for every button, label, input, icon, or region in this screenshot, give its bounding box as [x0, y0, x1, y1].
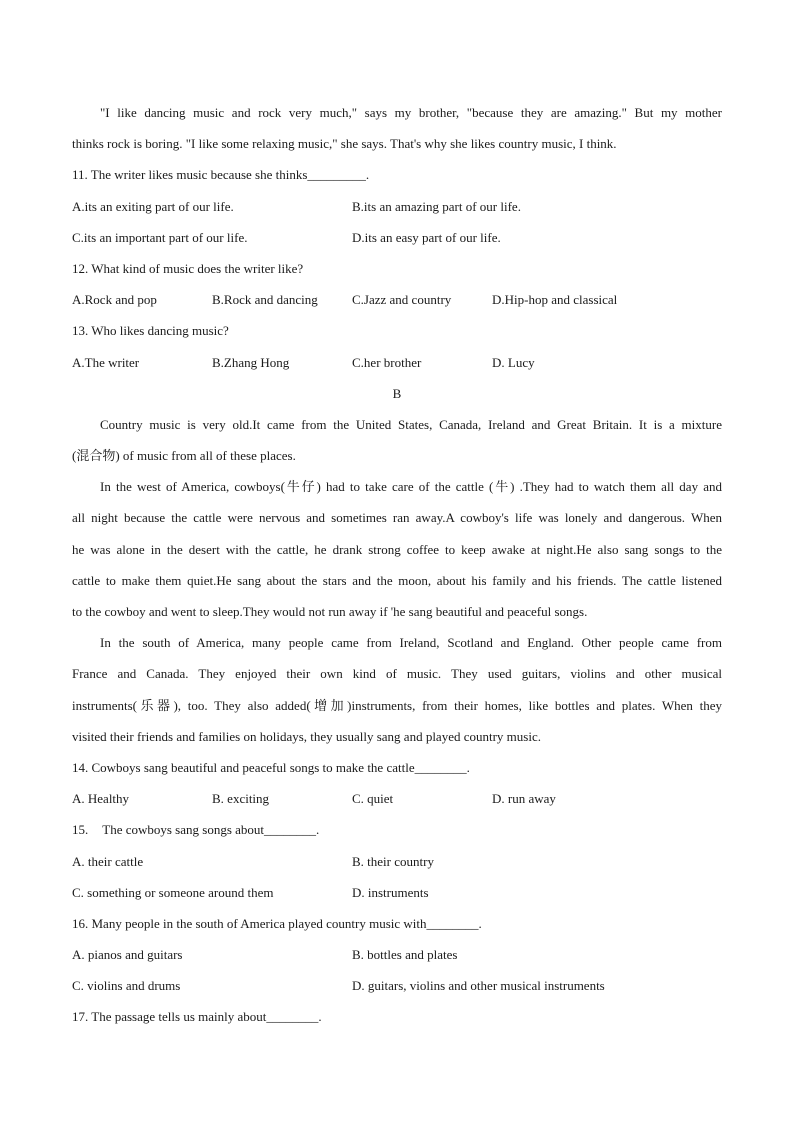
question-16-option-d[interactable]: D. guitars, violins and other musical instruments [352, 978, 605, 994]
question-16-option-b[interactable]: B. bottles and plates [352, 947, 458, 963]
question-14-option-b[interactable]: B. exciting [212, 791, 270, 807]
passage-b-p3-line-1: In the south of America, many people came from Ireland, Scotland and England. Other people came from [100, 635, 722, 651]
question-13-option-b[interactable]: B.Zhang Hong [212, 354, 290, 370]
question-13-option-d[interactable]: D. Lucy [492, 354, 535, 370]
question-15-number: 15. [72, 822, 89, 838]
question-12-stem: 12. What kind of music does the writer like? [72, 260, 304, 276]
passage-b-p2-line-5: to the cowboy and went to sleep.They would not run away if 'he sang beautiful and peaceful songs. [72, 604, 588, 619]
question-12-options [72, 284, 722, 315]
passage-b-p3-line-4: visited their friends and families on holidays, they usually sang and played country music. [72, 728, 541, 744]
question-13-options [72, 347, 722, 378]
question-16-options-row-1 [72, 939, 722, 970]
passage-b-p2-line-2: all night because the cattle were nervous and sometimes ran away.A cowboy's life was lonely and dangerous. When [72, 510, 722, 526]
question-15-text: The cowboys sang songs about________. [102, 822, 320, 838]
question-11-options-row-1 [72, 191, 722, 222]
passage-b-p2-line-3: he was alone in the desert with the cattle, he drank strong coffee to keep awake at night.He also sang songs to the [72, 541, 722, 557]
question-13-option-a[interactable]: A.The writer [72, 354, 140, 370]
passage-b-p3-line-2: France and Canada. They enjoyed their own kind of music. They used guitars, violins and other musical [72, 666, 722, 682]
question-15-option-c[interactable]: C. something or someone around them [72, 884, 274, 900]
question-14-option-d[interactable]: D. run away [492, 791, 556, 807]
question-17-stem: 17. The passage tells us mainly about________. [72, 1009, 322, 1025]
question-11-option-b[interactable]: B.its an amazing part of our life. [352, 198, 521, 214]
passage-b-p3-line-3: instruments(乐器), too. They also added(增加)instruments, from their homes, like bottles and plates. When they [72, 697, 722, 713]
question-11-stem: 11. The writer likes music because she thinks_________. [72, 167, 370, 183]
question-16-options-row-2 [72, 970, 722, 1001]
question-14-options [72, 783, 722, 814]
question-13-stem: 13. Who likes dancing music? [72, 323, 229, 339]
question-13-option-c[interactable]: C.her brother [352, 354, 422, 370]
passage-b-p1-line-2: (混合物) of music from all of these places. [72, 448, 296, 464]
question-15-options-row-1 [72, 846, 722, 877]
question-16-option-c[interactable]: C. violins and drums [72, 978, 181, 994]
question-12-option-a[interactable]: A.Rock and pop [72, 292, 157, 308]
passage-b-p2-line-1: In the west of America, cowboys(牛仔) had to take care of the cattle (牛) .They had to watch them all day and [100, 479, 722, 495]
passage-a-line-1: "I like dancing music and rock very much," says my brother, "because they are amazing." But my mother [100, 105, 722, 120]
question-15-options-row-2 [72, 877, 722, 908]
question-11-options-row-2 [72, 222, 722, 253]
question-15-option-b[interactable]: B. their country [352, 853, 434, 869]
question-15-option-d[interactable]: D. instruments [352, 884, 429, 900]
question-16-stem: 16. Many people in the south of America played country music with________. [72, 915, 482, 931]
question-14-stem: 14. Cowboys sang beautiful and peaceful songs to make the cattle________. [72, 759, 470, 775]
section-b-heading: B [392, 385, 402, 401]
passage-a-line-2: thinks rock is boring. "I like some relaxing music," she says. That's why she likes country music, I think. [72, 136, 617, 152]
question-12-option-c[interactable]: C.Jazz and country [352, 292, 452, 308]
question-14-option-a[interactable]: A. Healthy [72, 791, 130, 807]
question-15-option-a[interactable]: A. their cattle [72, 853, 144, 869]
question-15-stem [72, 814, 722, 845]
question-11-option-c[interactable]: C.its an important part of our life. [72, 229, 248, 245]
passage-b-p2-line-4: cattle to make them quiet.He sang about the stars and the moon, about his family and his friends. The cattle listened [72, 572, 722, 588]
worksheet-page [72, 97, 722, 1033]
question-14-option-c[interactable]: C. quiet [352, 791, 394, 807]
passage-b-p1-line-1: Country music is very old.It came from the United States, Canada, Ireland and Great Britain. It is a mixture [100, 416, 722, 432]
question-11-option-d[interactable]: D.its an easy part of our life. [352, 229, 501, 245]
question-12-option-d[interactable]: D.Hip-hop and classical [492, 292, 618, 308]
question-11-option-a[interactable]: A.its an exiting part of our life. [72, 198, 234, 214]
question-12-option-b[interactable]: B.Rock and dancing [212, 292, 318, 308]
question-16-option-a[interactable]: A. pianos and guitars [72, 947, 183, 963]
